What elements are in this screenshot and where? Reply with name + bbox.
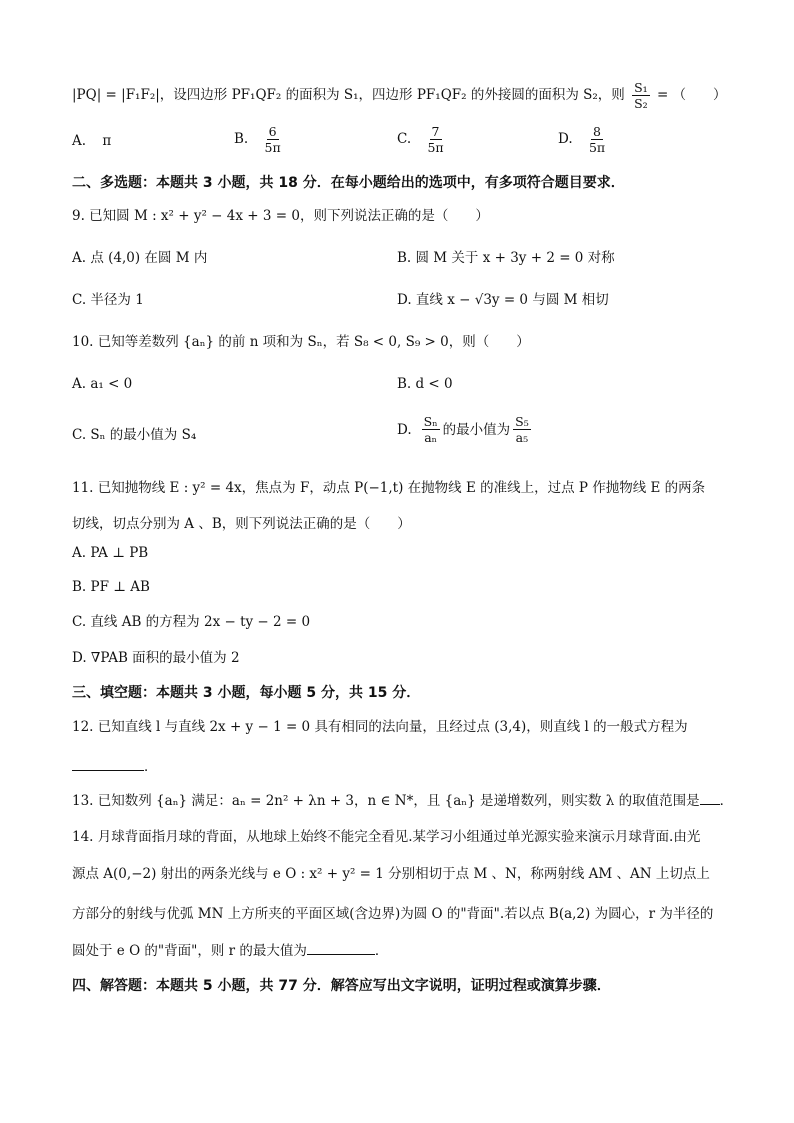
q14-line3: 方部分的射线与优弧 MN 上方所夹的平面区域(含边界)为圆 O 的"背面".若以点 B(a,2) 为圆心，r 为半径的 [72, 906, 714, 922]
q11-option-b: B. PF ⊥ AB [72, 579, 150, 595]
q14-line1: 14. 月球背面指月球的背面，从地球上始终不能完全看见.某学习小组通过单光源实验来演示月球背面.由光 [72, 829, 701, 845]
q11-option-a: A. PA ⊥ PB [72, 545, 149, 561]
q8-option-c-fraction [425, 124, 445, 155]
q10-option-d-label: D. [397, 421, 412, 438]
q8-option-c-label: C. [397, 131, 412, 147]
q14-line2: 源点 A(0,−2) 射出的两条光线与 e O : x² + y² = 1 分别相切于点 M 、N，称两射线 AM 、AN 上切点上 [72, 866, 710, 882]
q9-stem: 9. 已知圆 M : x² + y² − 4x + 3 = 0，则下列说法正确的是（ ） [72, 208, 489, 224]
q9-option-b: B. 圆 M 关于 x + 3y + 2 = 0 对称 [397, 250, 615, 266]
q10-option-d-num1: Sₙ [423, 414, 438, 429]
q11-stem-line1: 11. 已知抛物线 E : y² = 4x，焦点为 F，动点 P(−1,t) 在抛物线 E 的准线上，过点 P 作抛物线 E 的两条 [72, 480, 706, 496]
q8-option-b-label: B. [234, 131, 249, 147]
q10-option-a: A. a₁ < 0 [72, 376, 133, 392]
q8-option-c-num: 7 [431, 124, 440, 139]
q11-option-c: C. 直线 AB 的方程为 2x − ty − 2 = 0 [72, 614, 311, 630]
q10-option-d [397, 414, 534, 445]
q8-tail: = （ ） [656, 87, 727, 103]
q8-option-a-value: π [102, 133, 112, 149]
q10-option-c: C. Sₙ 的最小值为 S₄ [72, 427, 197, 443]
q8-option-d [558, 124, 610, 155]
q10-option-d-den1: aₙ [424, 430, 438, 445]
q13-text: 13. 已知数列 {aₙ} 满足：aₙ = 2n² + λn + 3，n ∈ N*，且 {aₙ} 是递增数列，则实数 λ 的取值范围是 [72, 793, 700, 809]
q9-option-a: A. 点 (4,0) 在圆 M 内 [72, 250, 208, 266]
q8-option-b-num: 6 [268, 124, 277, 139]
q8-fraction [632, 80, 650, 111]
section-heading-solutions: 四、解答题：本题共 5 小题，共 77 分．解答应写出文字说明，证明过程或演算步骤． [72, 978, 611, 994]
q10-option-d-mid: 的最小值为 [442, 421, 511, 438]
q8-frac-num: S₁ [634, 80, 648, 95]
q8-option-d-den: 5π [588, 140, 606, 155]
q8-option-b [234, 124, 286, 155]
q11-option-d: D. ∇PAB 面积的最小值为 2 [72, 650, 240, 666]
q12-answer-line [72, 756, 158, 777]
q8-text: |PQ| = |F₁F₂|，设四边形 PF₁QF₂ 的面积为 S₁，四边形 PF₁QF₂ 的外接圆的面积为 S₂，则 [72, 87, 625, 103]
q10-option-d-frac2 [513, 414, 531, 445]
q8-option-d-num: 8 [593, 124, 601, 139]
q9-option-c: C. 半径为 1 [72, 292, 144, 308]
section-heading-multi-choice: 二、多选题：本题共 3 小题，共 18 分．在每小题给出的选项中，有多项符合题目要求． [72, 175, 625, 191]
q12-answer-blank[interactable] [72, 756, 144, 771]
q8-option-b-den: 5π [264, 140, 281, 155]
q14-line4 [72, 940, 388, 961]
q12-end: ． [144, 759, 158, 775]
q8-frac-den: S₂ [634, 96, 648, 111]
q14-line4-text: 圆处于 e O 的"背面"，则 r 的最大值为 [72, 943, 307, 959]
q13-line [72, 790, 733, 811]
q14-end: ． [374, 943, 389, 959]
q10-option-d-num2: S₅ [515, 414, 529, 429]
q11-stem-line2: 切线，切点分别为 A 、B，则下列说法正确的是（ ） [72, 516, 411, 532]
q9-option-d: D. 直线 x − √3y = 0 与圆 M 相切 [397, 292, 609, 308]
q13-end: ． [719, 793, 734, 809]
q8-option-c-den: 5π [427, 140, 444, 155]
section-heading-fill-blank: 三、填空题：本题共 3 小题，每小题 5 分，共 15 分． [72, 685, 421, 701]
q10-option-b: B. d < 0 [397, 376, 453, 392]
q8-line [72, 80, 727, 111]
q8-option-d-label: D. [558, 131, 573, 147]
q10-stem: 10. 已知等差数列 {aₙ} 的前 n 项和为 Sₙ，若 S₈ < 0, S₉ > 0，则（ ） [72, 334, 530, 350]
q10-option-d-frac1 [422, 414, 440, 445]
q8-option-a-label: A. [72, 133, 87, 149]
q14-answer-blank[interactable] [307, 940, 375, 955]
q12-line1: 12. 已知直线 l 与直线 2x + y − 1 = 0 具有相同的法向量，且经过点 (3,4)，则直线 l 的一般式方程为 [72, 719, 688, 735]
q8-option-d-fraction [587, 124, 607, 155]
q8-option-a [72, 133, 111, 149]
q8-option-c [397, 124, 449, 155]
q10-option-d-den2: a₅ [515, 430, 529, 445]
q8-option-b-fraction [263, 124, 283, 155]
q13-answer-blank[interactable] [700, 790, 720, 805]
